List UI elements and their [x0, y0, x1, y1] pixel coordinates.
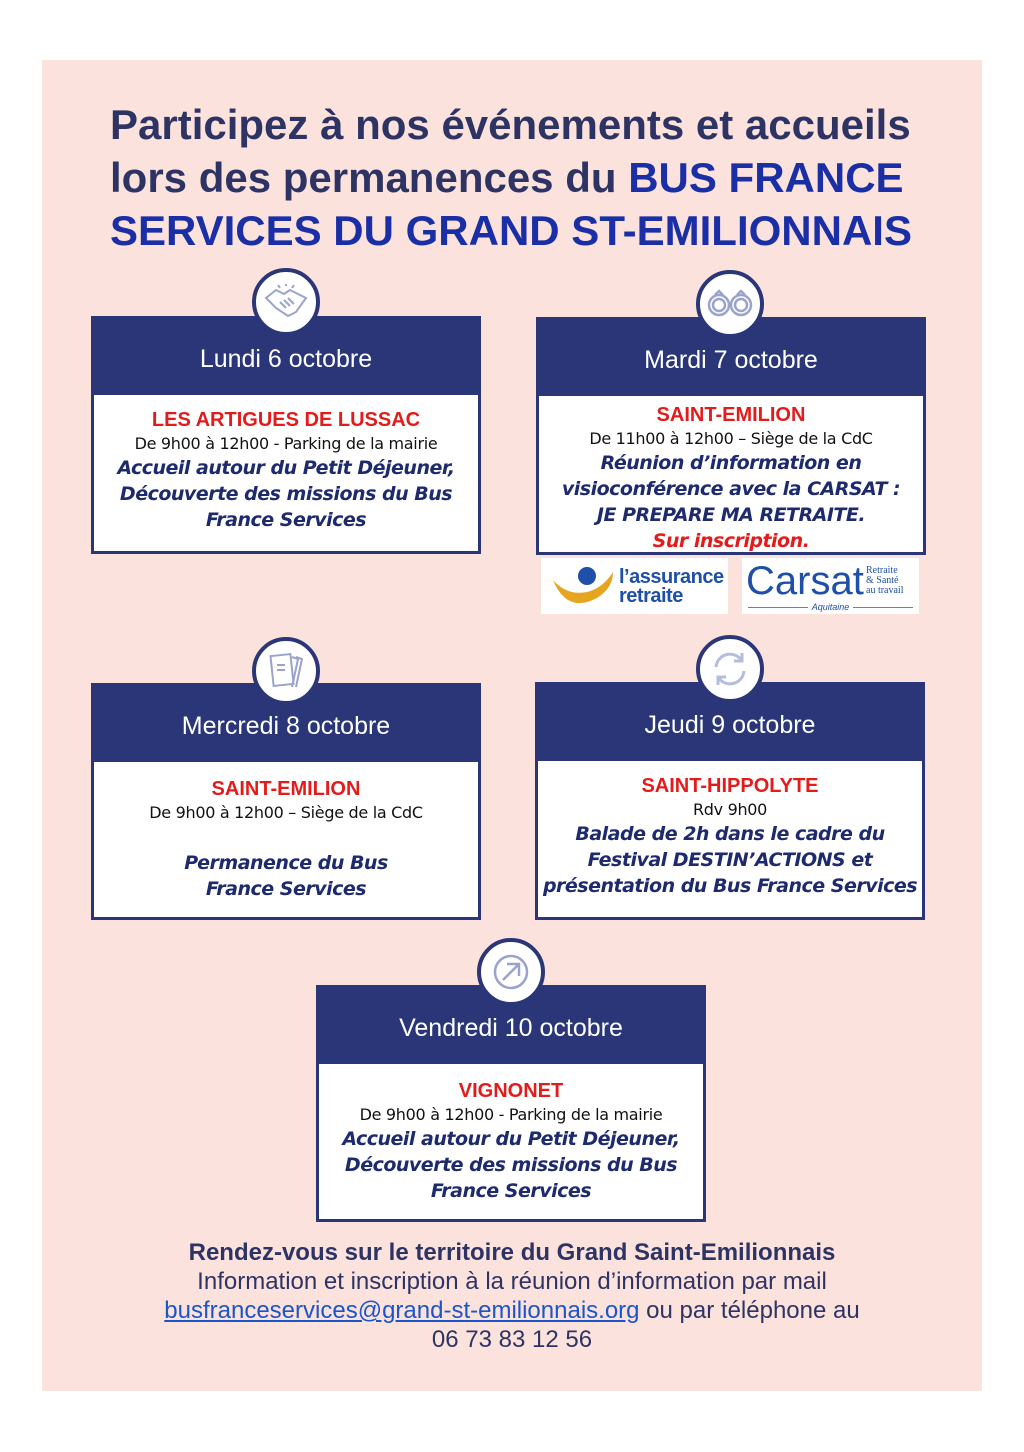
logo-text: au travail	[866, 585, 904, 596]
event-time: De 11h00 à 12h00 – Siège de la CdC	[589, 429, 873, 448]
page-title	[110, 98, 970, 257]
footer-contact	[42, 1296, 982, 1325]
event-desc: Découverte des missions du Bus	[119, 483, 453, 505]
event-day: Mercredi 8 octobre	[94, 686, 478, 762]
event-desc: Permanence du Bus	[184, 852, 388, 874]
event-card-friday	[316, 985, 706, 1222]
event-desc: Accueil autour du Petit Déjeuner,	[342, 1128, 680, 1150]
logo-text: Carsat	[746, 559, 864, 603]
event-day: Mardi 7 octobre	[539, 320, 923, 396]
event-desc: Découverte des missions du Bus	[344, 1154, 678, 1176]
event-desc: France Services	[205, 509, 367, 531]
event-time: De 9h00 à 12h00 - Parking de la mairie	[359, 1105, 663, 1124]
event-desc: Balade de 2h dans le cadre du	[575, 823, 885, 845]
title-line-2	[110, 151, 970, 204]
logo-text: l’assurance	[619, 566, 724, 588]
event-place: SAINT-EMILION	[211, 778, 361, 800]
event-place: LES ARTIGUES DE LUSSAC	[151, 409, 421, 431]
event-day: Lundi 6 octobre	[94, 319, 478, 395]
event-desc: Accueil autour du Petit Déjeuner,	[117, 457, 455, 479]
event-desc: Réunion d’information en	[600, 452, 862, 474]
event-card-monday	[91, 316, 481, 554]
handshake-icon	[252, 268, 320, 336]
title-line-2b: BUS FRANCE	[628, 154, 904, 201]
event-place: SAINT-HIPPOLYTE	[641, 775, 819, 797]
event-place: VIGNONET	[458, 1080, 564, 1102]
title-line-1: Participez à nos événements et accueils	[110, 101, 911, 148]
email-link[interactable]: busfranceservices@grand-st-emilionnais.org	[164, 1297, 640, 1324]
event-desc: France Services	[430, 1180, 592, 1202]
footer-phone-label: ou par téléphone au	[639, 1297, 860, 1324]
logo-text: retraite	[619, 585, 683, 607]
event-card-wednesday	[91, 683, 481, 920]
event-time: De 9h00 à 12h00 - Parking de la mairie	[134, 434, 438, 453]
event-card-tuesday	[536, 317, 926, 555]
event-day: Vendredi 10 octobre	[319, 988, 703, 1064]
logo-text: & Santé	[866, 575, 899, 586]
footer-heading: Rendez-vous sur le territoire du Grand Saint-Emilionnais	[188, 1239, 836, 1266]
footer-info: Information et inscription à la réunion d’information par mail	[197, 1268, 827, 1295]
event-desc: France Services	[205, 878, 367, 900]
event-desc: JE PREPARE MA RETRAITE.	[596, 504, 866, 526]
event-place: SAINT-EMILION	[656, 404, 806, 426]
title-line-3: SERVICES DU GRAND ST-EMILIONNAIS	[110, 207, 912, 254]
event-time: De 9h00 à 12h00 – Siège de la CdC	[149, 803, 423, 822]
event-desc: visioconférence avec la CARSAT :	[561, 478, 901, 500]
registration-note: Sur inscription.	[652, 530, 810, 552]
refresh-icon	[696, 635, 764, 703]
event-desc: Festival DESTIN’ACTIONS et	[587, 849, 873, 871]
event-desc: présentation du Bus France Services	[542, 875, 918, 897]
assurance-retraite-logo	[541, 558, 728, 614]
documents-icon	[252, 637, 320, 705]
phone-number: 06 73 83 12 56	[431, 1326, 593, 1353]
logo-text: Retraite	[866, 565, 898, 576]
event-card-thursday	[535, 682, 925, 920]
compass-icon	[477, 938, 545, 1006]
footer	[42, 1238, 982, 1354]
logo-text: Aquitaine	[811, 602, 850, 612]
event-day: Jeudi 9 octobre	[538, 685, 922, 761]
carsat-logo	[742, 558, 919, 614]
title-line-2a: lors des permanences du	[110, 154, 629, 201]
event-time: Rdv 9h00	[692, 800, 768, 819]
binoculars-icon	[696, 270, 764, 338]
